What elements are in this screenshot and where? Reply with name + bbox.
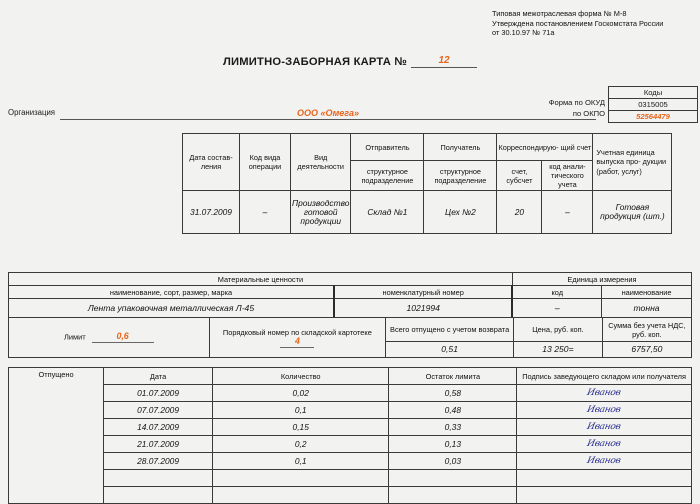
codes-box bbox=[608, 86, 698, 123]
price-label: Цена, руб. коп. bbox=[514, 318, 603, 342]
value-activity: Производство готовой продукции bbox=[291, 191, 351, 234]
row-date: 28.07.2009 bbox=[104, 453, 213, 470]
limit-label: Лимит bbox=[64, 332, 86, 342]
section-material-values: Материальные ценности bbox=[9, 273, 513, 286]
limit-header-row bbox=[9, 318, 692, 342]
value-analytic: – bbox=[542, 191, 593, 234]
organization-label: Организация bbox=[8, 108, 56, 117]
okpo-label: по ОКПО bbox=[572, 109, 605, 118]
row-signature bbox=[517, 402, 692, 419]
row-quantity: 0,02 bbox=[212, 385, 389, 402]
col-unit-code: код bbox=[512, 286, 601, 299]
row-quantity: 0,15 bbox=[212, 419, 389, 436]
header-activity: Вид деятельности bbox=[291, 134, 351, 191]
subheader-account: счет, субсчет bbox=[497, 161, 542, 191]
row-remainder: 0,33 bbox=[389, 419, 517, 436]
row-date: 14.07.2009 bbox=[104, 419, 213, 436]
limit-value: 0,6 bbox=[92, 332, 154, 343]
section-unit-of-measure: Единица измерения bbox=[512, 273, 691, 286]
page-title bbox=[0, 53, 700, 71]
signature-mark: Иванов bbox=[586, 439, 622, 449]
row-remainder: 0,48 bbox=[389, 402, 517, 419]
value-account: 20 bbox=[497, 191, 542, 234]
codes-header: Коды bbox=[609, 87, 697, 99]
value-sender: Склад №1 bbox=[351, 191, 424, 234]
main-header-table bbox=[182, 133, 672, 234]
value-date: 31.07.2009 bbox=[183, 191, 240, 234]
table-row bbox=[9, 402, 692, 419]
form-reference bbox=[492, 9, 663, 38]
row-signature bbox=[517, 453, 692, 470]
row-date: 01.07.2009 bbox=[104, 385, 213, 402]
header-date: Дата состав- ления bbox=[183, 134, 240, 191]
page-title-text: ЛИМИТНО-ЗАБОРНАЯ КАРТА № bbox=[222, 55, 407, 68]
order-number-value: 4 bbox=[280, 337, 314, 348]
organization-value: ООО «Омега» bbox=[297, 108, 359, 118]
signature-mark: Иванов bbox=[586, 422, 622, 432]
total-released-label: Всего отпущено с учетом возврата bbox=[386, 318, 514, 342]
total-released-value: 0,51 bbox=[386, 342, 514, 358]
col-remainder: Остаток лимита bbox=[389, 368, 517, 385]
subheader-sender: структурное подразделение bbox=[351, 161, 424, 191]
value-unit-name: тонна bbox=[602, 299, 692, 319]
row-quantity: 0,2 bbox=[212, 436, 389, 453]
row-signature bbox=[517, 419, 692, 436]
col-nomenclature: номенклатурный номер bbox=[334, 286, 512, 299]
col-release-date: Дата bbox=[104, 368, 213, 385]
subheader-analytic: код анали- тического учета bbox=[542, 161, 593, 191]
row-date bbox=[104, 487, 213, 504]
signature-mark: Иванов bbox=[586, 405, 622, 415]
sum-label: Сумма без учета НДС, руб. коп. bbox=[602, 318, 691, 342]
card-number-value: 12 bbox=[411, 55, 477, 68]
organization-underline bbox=[60, 119, 596, 120]
signature-mark: Иванов bbox=[586, 388, 622, 398]
value-material-name: Лента упаковочная металлическая Л-45 bbox=[9, 299, 335, 319]
released-table bbox=[8, 367, 692, 504]
form-reference-line-1: Типовая межотраслевая форма № М-8 bbox=[492, 9, 627, 18]
row-remainder bbox=[389, 487, 517, 504]
row-quantity: 0,1 bbox=[212, 402, 389, 419]
limit-field bbox=[9, 318, 210, 358]
okud-label: Форма по ОКУД bbox=[548, 98, 605, 107]
price-value: 13 250= bbox=[514, 342, 603, 358]
materials-value-row bbox=[9, 299, 692, 319]
table-row bbox=[9, 453, 692, 470]
row-remainder: 0,13 bbox=[389, 436, 517, 453]
row-signature bbox=[517, 436, 692, 453]
col-signature: Подпись заведующего складом или получателя bbox=[517, 368, 692, 385]
value-unit: Готовая продукция (шт.) bbox=[593, 191, 672, 234]
row-remainder: 0,03 bbox=[389, 453, 517, 470]
materials-column-row bbox=[9, 286, 692, 299]
header-unit: Учетная единица выпуска про- дукции (работ, услуг) bbox=[593, 134, 672, 191]
okpo-value: 52564479 bbox=[636, 112, 670, 121]
main-header-row-1 bbox=[183, 134, 672, 161]
sum-value: 6757,50 bbox=[602, 342, 691, 358]
row-quantity bbox=[212, 487, 389, 504]
subheader-receiver: структурное подразделение bbox=[424, 161, 497, 191]
order-number-field bbox=[209, 318, 386, 358]
table-row bbox=[9, 385, 692, 402]
col-quantity: Количество bbox=[212, 368, 389, 385]
row-quantity: 0,1 bbox=[212, 453, 389, 470]
row-signature bbox=[517, 487, 692, 504]
header-corr-account: Корреспондирую- щий счет bbox=[497, 134, 593, 161]
table-row bbox=[9, 419, 692, 436]
header-receiver: Получатель bbox=[424, 134, 497, 161]
materials-table bbox=[8, 272, 692, 319]
col-released: Отпущено bbox=[9, 368, 104, 504]
form-reference-line-2: Утверждена постановлением Госкомстата России bbox=[492, 18, 664, 28]
table-row bbox=[9, 436, 692, 453]
table-row bbox=[9, 487, 692, 504]
row-remainder: 0,58 bbox=[389, 385, 517, 402]
limit-table bbox=[8, 317, 692, 358]
okud-value: 0315005 bbox=[609, 99, 697, 111]
row-signature bbox=[517, 385, 692, 402]
col-unit-name: наименование bbox=[602, 286, 692, 299]
col-material-name: наименование, сорт, размер, марка bbox=[9, 286, 335, 299]
value-op-code: – bbox=[240, 191, 291, 234]
signature-mark: Иванов bbox=[586, 456, 622, 466]
row-date: 21.07.2009 bbox=[104, 436, 213, 453]
header-sender: Отправитель bbox=[351, 134, 424, 161]
main-data-row bbox=[183, 191, 672, 234]
value-nomenclature: 1021994 bbox=[334, 299, 512, 319]
order-number-label: Порядковый номер по складской картотеке bbox=[222, 327, 372, 337]
value-receiver: Цех №2 bbox=[424, 191, 497, 234]
value-unit-code: – bbox=[512, 299, 601, 319]
header-op-code: Код вида операции bbox=[240, 134, 291, 191]
form-reference-line-3: от 30.10.97 № 71а bbox=[492, 28, 555, 38]
materials-section-row bbox=[9, 273, 692, 286]
released-header-row bbox=[9, 368, 692, 385]
row-date: 07.07.2009 bbox=[104, 402, 213, 419]
